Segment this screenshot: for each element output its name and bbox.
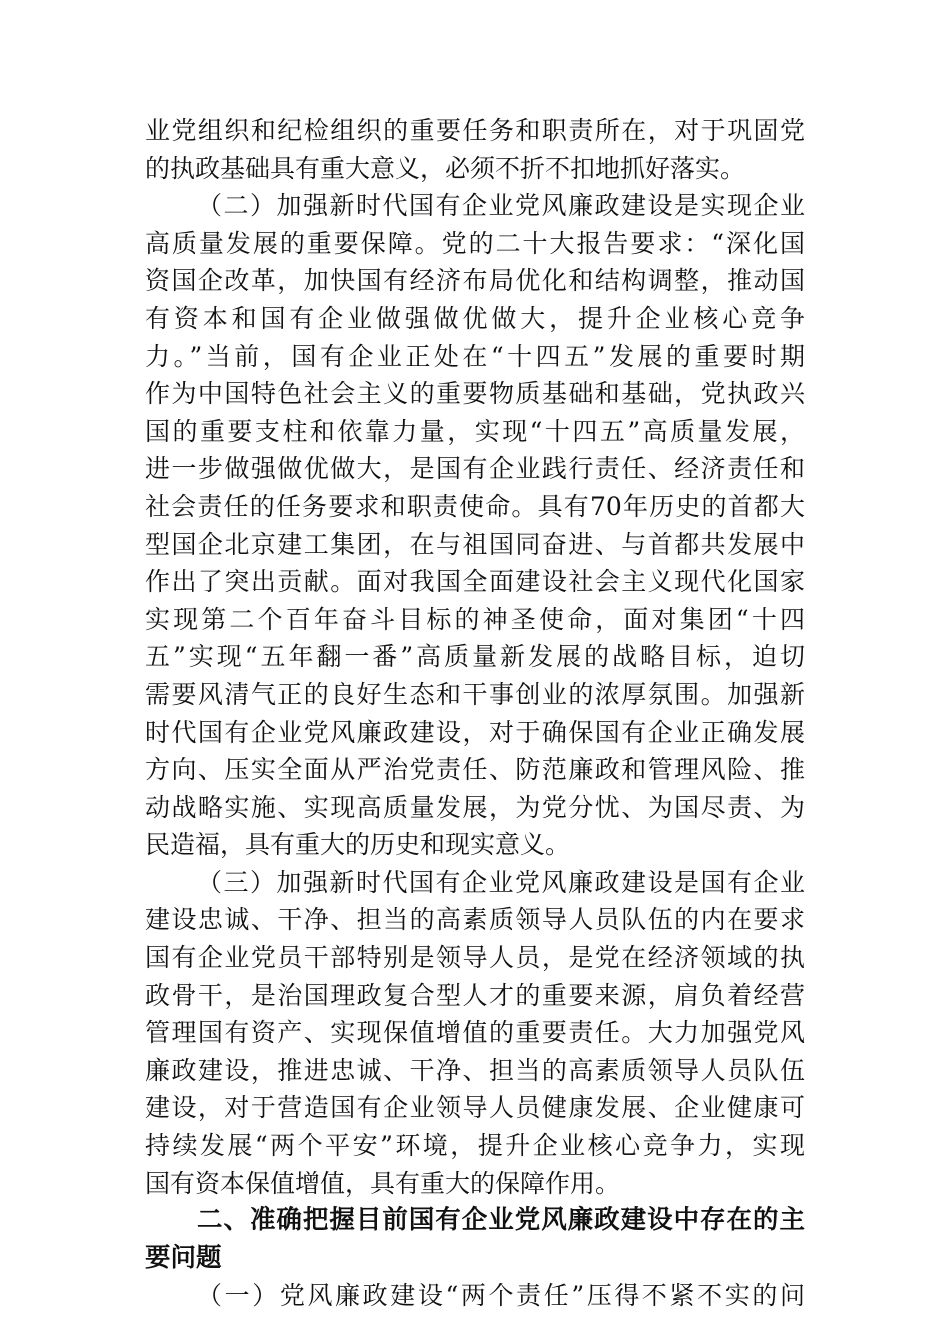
text-line: 资国企改革，加快国有经济布局优化和结构调整，推动国 <box>145 266 805 296</box>
text-line: 廉政建设，推进忠诚、干净、担当的高素质领导人员队伍 <box>145 1055 805 1085</box>
text-line: 有资本和国有企业做强做优做大，提升企业核心竞争 <box>145 303 805 333</box>
text-line: 作出了突出贡献。面对我国全面建设社会主义现代化国家 <box>145 567 805 597</box>
text-line: 时代国有企业党风廉政建设，对于确保国有企业正确发展 <box>145 717 805 747</box>
text-line: （三）加强新时代国有企业党风廉政建设是国有企业 <box>197 867 805 897</box>
text-line: 政骨干，是治国理政复合型人才的重要来源，肩负着经营 <box>145 980 805 1010</box>
text-line: 型国企北京建工集团，在与祖国同奋进、与首都共发展中 <box>145 529 805 559</box>
text-line: （二）加强新时代国有企业党风廉政建设是实现企业 <box>197 191 805 221</box>
text-line: 国的重要支柱和依靠力量，实现“十四五”高质量发展， <box>145 416 805 446</box>
text-line: 的执政基础具有重大意义，必须不折不扣地抓好落实。 <box>145 153 746 183</box>
text-line: 国有企业党员干部特别是领导人员，是党在经济领域的执 <box>145 943 805 973</box>
document-page <box>145 112 805 1315</box>
text-line: 进一步做强做优做大，是国有企业践行责任、经济责任和 <box>145 454 805 484</box>
text-line: 五”实现“五年翻一番”高质量新发展的战略目标，迫切 <box>145 642 805 672</box>
text-line: 管理国有资产、实现保值增值的重要责任。大力加强党风 <box>145 1018 805 1048</box>
section-heading: 要问题 <box>145 1242 222 1273</box>
text-line: 动战略实施、实现高质量发展，为党分忧、为国尽责、为 <box>145 792 805 822</box>
section-heading: 二、准确把握目前国有企业党风廉政建设中存在的主 <box>197 1205 805 1236</box>
text-line: 建设忠诚、干净、担当的高素质领导人员队伍的内在要求 <box>145 905 805 935</box>
text-line: 国有资本保值增值，具有重大的保障作用。 <box>145 1168 621 1198</box>
text-line: 需要风清气正的良好生态和干事创业的浓厚氛围。加强新 <box>145 679 805 709</box>
text-line: 社会责任的任务要求和职责使命。具有70年历史的首都大 <box>145 491 805 521</box>
text-line: 作为中国特色社会主义的重要物质基础和基础，党执政兴 <box>145 379 805 409</box>
text-line: （一）党风廉政建设“两个责任”压得不紧不实的问 <box>197 1281 805 1311</box>
text-line: 实现第二个百年奋斗目标的神圣使命，面对集团“十四 <box>145 604 805 634</box>
text-line: 力。”当前，国有企业正处在“十四五”发展的重要时期 <box>145 341 805 371</box>
text-line: 建设，对于营造国有企业领导人员健康发展、企业健康可 <box>145 1093 805 1123</box>
text-line: 业党组织和纪检组织的重要任务和职责所在，对于巩固党 <box>145 116 805 145</box>
text-line: 方向、压实全面从严治党责任、防范廉政和管理风险、推 <box>145 755 805 785</box>
text-line: 高质量发展的重要保障。党的二十大报告要求：“深化国 <box>145 228 805 258</box>
text-line: 持续发展“两个平安”环境，提升企业核心竞争力，实现 <box>145 1131 805 1161</box>
text-line: 民造福，具有重大的历史和现实意义。 <box>145 830 571 860</box>
